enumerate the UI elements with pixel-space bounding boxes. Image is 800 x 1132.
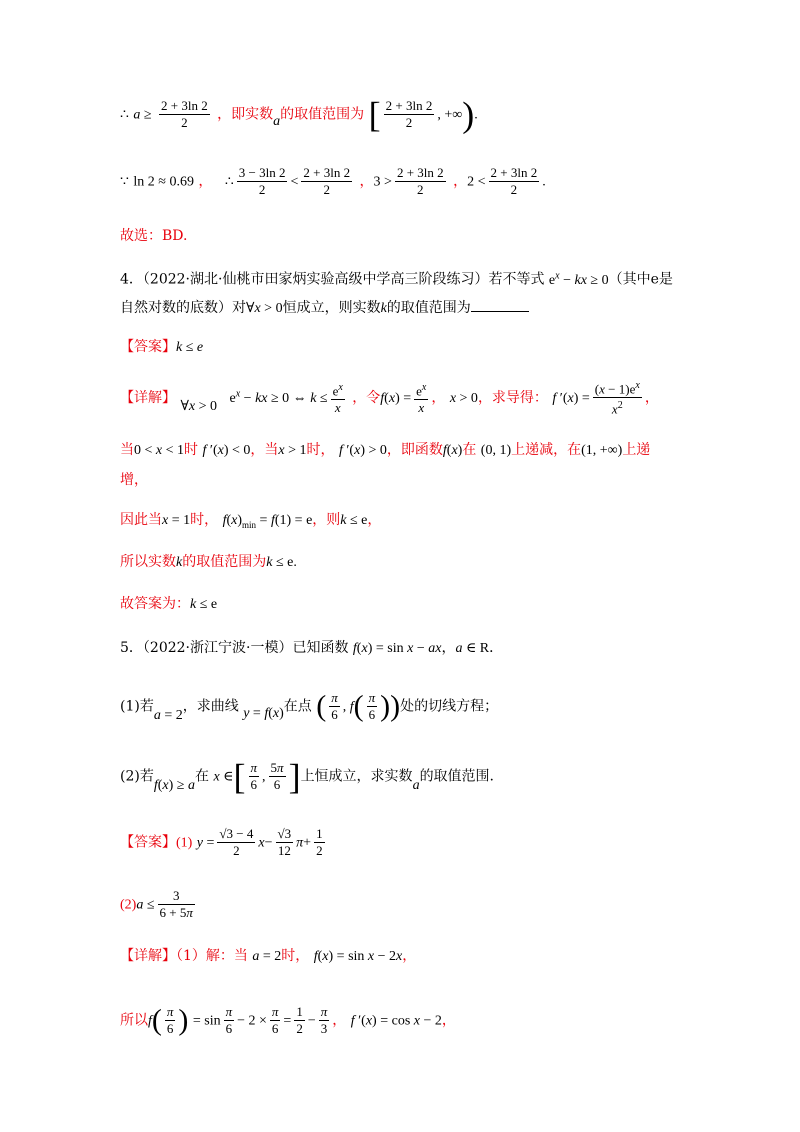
- q4-detail-6: 故答案为：k ≤ e: [120, 596, 218, 612]
- q5-answer-1: 【答案】(1) y = $\frac{√3 - 4}{2}$ x− $\frac{√3}{12}$ π+ $\frac{1}{2}$: [120, 826, 323, 858]
- q5-detail-1: 【详解】（1）解：当 a = 2时， f(x) = sin x − 2x，: [120, 948, 417, 964]
- q4-detail-2: 当0 < x < 1时 f ′(x) < 0，当x > 1时， f ′(x) > 0，即函数f(x)在 (0, 1)上递减，在(1, +∞)上递: [120, 442, 651, 458]
- line-ln2-approx: ∵ ln 2 ≈ 0.69 ， ∴ $\frac{3 - 3\ln 2}{2}$ < $\frac{2 + 3\ln 2}{2}$ ，3 > $\frac{2 + 3\ln 2}{2}$ ，2 < $\frac{2 + 3\ln 2}{2}$ .: [120, 165, 546, 197]
- q4-detail-5: 所以实数k的取值范围为k ≤ e.: [120, 554, 297, 570]
- q5-answer-2: (2)a ≤ $\frac{3}{6 + 5\pi}$: [120, 888, 193, 920]
- line-range-a: ∴ a ≥ $\frac{2 + 3\ln 2}{2}$ ，即实数a的取值范围为 [ $\frac{2 + 3\ln 2}{2}$ , +∞).: [120, 94, 478, 135]
- q5-detail-2: 所以f( $\frac{\pi}{6}$ ) = sin $\frac{\pi}{6}$ − 2 × $\frac{\pi}{6}$ = $\frac{1}{2}$ − $\frac{\pi}{3}$ ， f ′(x) = cos x − 2，: [120, 1003, 456, 1037]
- q5-part2: (2)若f(x) ≥ a在 x ∈[ $\frac{\pi}{6}$ , $\frac{5\pi}{6}$ ]上恒成立，求实数a的取值范围.: [120, 756, 495, 797]
- q4-detail-3: 增，: [120, 472, 148, 488]
- question-4: 4．（2022·湖北·仙桃市田家炳实验高级中学高三阶段练习）若不等式 $e^x$ − kx ≥ 0（其中e是: [120, 270, 673, 288]
- therefore-symbol: ∴: [120, 107, 129, 123]
- question-5: 5．（2022·浙江宁波·一模）已知函数 f(x) = sin x − ax，a ∈ R．: [120, 640, 504, 656]
- choice-answer: 故选：BD.: [120, 228, 188, 244]
- question-4-line2: 自然对数的底数）对∀x > 0恒成立，则实数k的取值范围为: [120, 298, 529, 319]
- q5-part1: (1)若a = 2，求曲线 y = f(x)在点 ( $\frac{\pi}{6}$ , f( $\frac{\pi}{6}$ ))处的切线方程；: [120, 689, 499, 723]
- q4-answer: 【答案】k ≤ e: [120, 339, 204, 355]
- ln2-approx: ln 2 ≈ 0.69: [133, 174, 194, 190]
- q4-detail: 【详解】 ∀x > 0 $e^x$ − kx ≥ 0 ⇔ k ≤ $\frac{e^x}{x}$ ，令f(x) = $\frac{e^x}{x}$ ， x > 0，求导得： f ′(x) = $\frac{(x - 1)e^x}{x^2}$ ，: [120, 380, 659, 417]
- q4-detail-4: 因此当x = 1时， $f(x)_{min} = f(1) = e$，则k ≤ e，: [120, 512, 382, 530]
- fraction: $\frac{2 + 3\ln 2}{2}$: [161, 98, 208, 130]
